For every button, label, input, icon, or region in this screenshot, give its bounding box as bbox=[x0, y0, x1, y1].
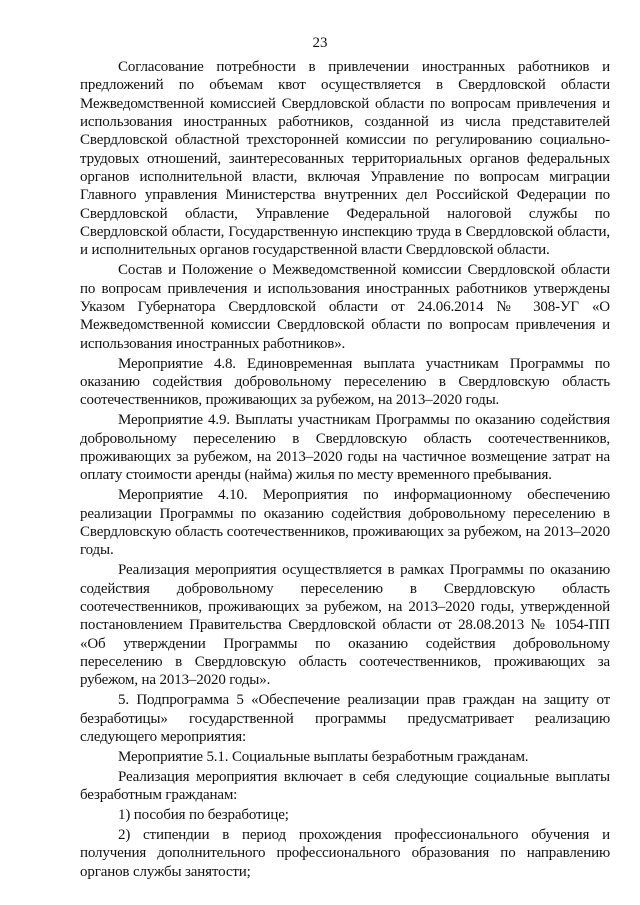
paragraph-measure-5-1: Мероприятие 5.1. Социальные выплаты безработным гражданам. bbox=[118, 748, 529, 765]
paragraph-measure-4-10: Мероприятие 4.10. Мероприятия по информационному обеспечению реализации Программы по оказанию содействия добровольному переселению в Свердловскую область соотечественников, проживающих за рубежом, на 2013–2020 годы. bbox=[80, 487, 610, 559]
paragraph-implementation: Реализация мероприятия осуществляется в рамках Программы по оказанию содействия добровольному переселению в Свердловскую область соотечественников, проживающих за рубежом, на 2013–2020 годы, утвержденной постановлением Правительства Свердловской области от 28.08.2013 № 1054-ПП «Об утверждении Программы по оказанию содействия добровольному переселению в Свердловскую область соотечественников, проживающих за рубежом, на 2013–2020 годы». bbox=[80, 562, 610, 689]
paragraph-subprogram-5: 5. Подпрограмма 5 «Обеспечение реализации прав граждан на защиту от безработицы» государственной программы предусматривает реализацию следующего мероприятия: bbox=[80, 692, 610, 745]
paragraph-social-payments: Реализация мероприятия включает в себя следующие социальные выплаты безработным гражданам: bbox=[80, 768, 610, 804]
paragraph-measure-4-9: Мероприятие 4.9. Выплаты участникам Программы по оказанию содействия добровольному переселению в Свердловскую область соотечественников, проживающих за рубежом, на 2013–2020 годы на частичное возмещение затрат на оплату стоимости аренды (найма) жилья по месту временного пребывания. bbox=[80, 412, 610, 484]
list-item-unemployment-benefits: 1) пособия по безработице; bbox=[118, 807, 289, 824]
paragraph-commission-composition: Состав и Положение о Межведомственной комиссии Свердловской области по вопросам привлечения и использования иностранных работников утверждены Указом Губернатора Свердловской области от 24.06.2014 № 308-УГ «О Межведомственной комиссии Свердловской области по вопросам привлечения и использования иностранных работников». bbox=[80, 262, 610, 352]
document-body bbox=[80, 58, 610, 881]
paragraph-coordination: Согласование потребности в привлечении иностранных работников и предложений по объемам квот осуществляется в Свердловской области Межведомственной комиссией Свердловской области по вопросам привлечения и использования иностранных работников, созданной из числа представителей Свердловской областной трехсторонней комиссии по регулированию социально-трудовых отношений, заинтересованных территориальных органов федеральных органов исполнительной власти, включая Управление по вопросам миграции Главного управления Министерства внутренних дел Российской Федерации по Свердловской области, Управление Федеральной налоговой службы по Свердловской области, Государственную инспекцию труда в Свердловской области, и исполнительных органов государственной власти Свердловской области. bbox=[80, 59, 610, 259]
paragraph-measure-4-8: Мероприятие 4.8. Единовременная выплата участникам Программы по оказанию содействия добровольному переселению в Свердловскую область соотечественников, проживающих за рубежом, на 2013–2020 годы. bbox=[80, 355, 610, 409]
list-item-scholarships: 2) стипендии в период прохождения профессионального обучения и получения дополнительного профессионального образования по направлению органов службы занятости; bbox=[80, 827, 610, 880]
page-number: 23 bbox=[312, 35, 328, 51]
